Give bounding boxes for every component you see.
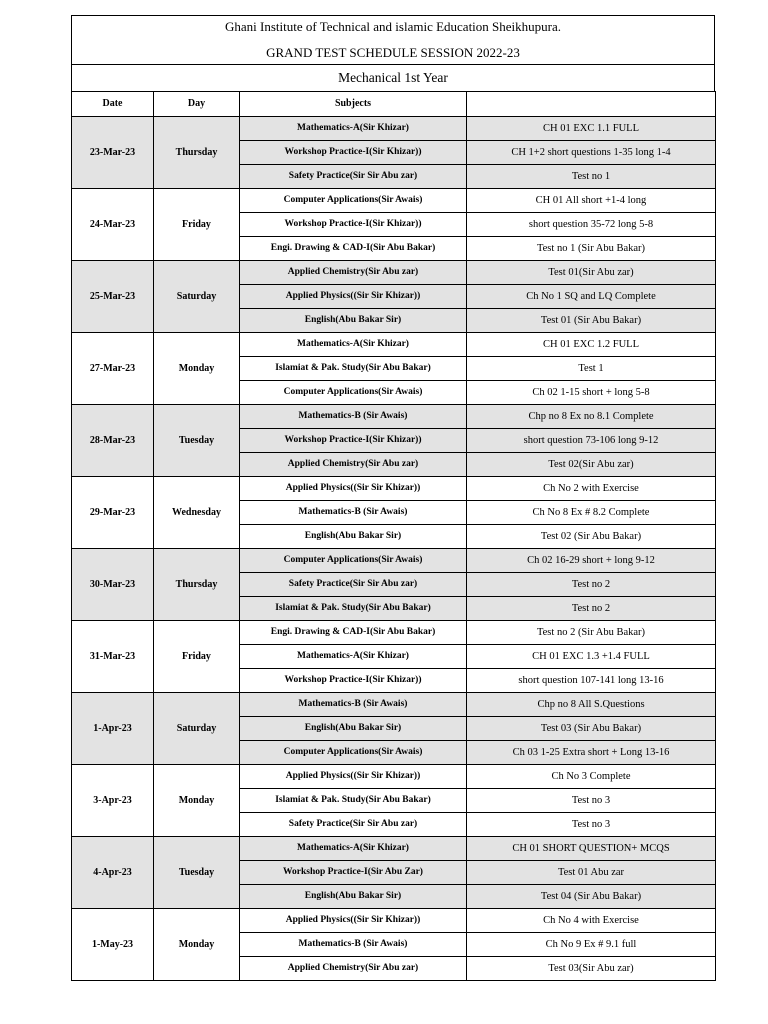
topic-cell: CH 01 SHORT QUESTION+ MCQS bbox=[467, 836, 716, 860]
schedule-document bbox=[71, 15, 715, 981]
subject-cell: Computer Applications(Sir Awais) bbox=[240, 188, 467, 212]
topic-cell: Test 02(Sir Abu zar) bbox=[467, 452, 716, 476]
subject-cell: Applied Chemistry(Sir Abu zar) bbox=[240, 956, 467, 980]
subject-cell: Engi. Drawing & CAD-I(Sir Abu Bakar) bbox=[240, 620, 467, 644]
table-row bbox=[72, 836, 716, 860]
topic-cell: Ch 02 1-15 short + long 5-8 bbox=[467, 380, 716, 404]
schedule-table bbox=[71, 91, 716, 981]
subject-cell: Applied Chemistry(Sir Abu zar) bbox=[240, 452, 467, 476]
topic-cell: Test no 1 (Sir Abu Bakar) bbox=[467, 236, 716, 260]
subject-cell: English(Abu Bakar Sir) bbox=[240, 308, 467, 332]
subject-cell: Applied Physics((Sir Sir Khizar)) bbox=[240, 764, 467, 788]
subject-cell: Islamiat & Pak. Study(Sir Abu Bakar) bbox=[240, 596, 467, 620]
topic-cell: Test 03(Sir Abu zar) bbox=[467, 956, 716, 980]
subject-cell: Mathematics-A(Sir Khizar) bbox=[240, 644, 467, 668]
subjects-column-header: Subjects bbox=[240, 91, 467, 116]
schedule-title: GRAND TEST SCHEDULE SESSION 2022-23 bbox=[266, 45, 520, 60]
table-row bbox=[72, 260, 716, 284]
topic-column-header bbox=[467, 91, 716, 116]
subject-cell: Mathematics-A(Sir Khizar) bbox=[240, 836, 467, 860]
subject-cell: Mathematics-A(Sir Khizar) bbox=[240, 116, 467, 140]
topic-cell: short question 73-106 long 9-12 bbox=[467, 428, 716, 452]
day-cell: Monday bbox=[154, 908, 240, 980]
date-cell: 30-Mar-23 bbox=[72, 548, 154, 620]
topic-cell: short question 35-72 long 5-8 bbox=[467, 212, 716, 236]
topic-cell: Test no 2 bbox=[467, 596, 716, 620]
topic-cell: Ch No 8 Ex # 8.2 Complete bbox=[467, 500, 716, 524]
subject-cell: Workshop Practice-I(Sir Khizar)) bbox=[240, 140, 467, 164]
topic-cell: Test no 1 bbox=[467, 164, 716, 188]
subject-cell: Workshop Practice-I(Sir Khizar)) bbox=[240, 212, 467, 236]
topic-cell: CH 1+2 short questions 1-35 long 1-4 bbox=[467, 140, 716, 164]
topic-cell: CH 01 All short +1-4 long bbox=[467, 188, 716, 212]
day-cell: Tuesday bbox=[154, 836, 240, 908]
topic-cell: Ch No 9 Ex # 9.1 full bbox=[467, 932, 716, 956]
subject-cell: Applied Chemistry(Sir Abu zar) bbox=[240, 260, 467, 284]
subject-cell: Mathematics-B (Sir Awais) bbox=[240, 932, 467, 956]
topic-cell: Ch No 1 SQ and LQ Complete bbox=[467, 284, 716, 308]
day-cell: Tuesday bbox=[154, 404, 240, 476]
subject-cell: Mathematics-A(Sir Khizar) bbox=[240, 332, 467, 356]
topic-cell: short question 107-141 long 13-16 bbox=[467, 668, 716, 692]
subject-cell: Islamiat & Pak. Study(Sir Abu Bakar) bbox=[240, 356, 467, 380]
table-row bbox=[72, 116, 716, 140]
subject-cell: Mathematics-B (Sir Awais) bbox=[240, 404, 467, 428]
date-cell: 4-Apr-23 bbox=[72, 836, 154, 908]
table-row bbox=[72, 332, 716, 356]
topic-cell: Test 03 (Sir Abu Bakar) bbox=[467, 716, 716, 740]
day-cell: Saturday bbox=[154, 692, 240, 764]
topic-cell: Ch 03 1-25 Extra short + Long 13-16 bbox=[467, 740, 716, 764]
table-header-row bbox=[72, 91, 716, 116]
day-cell: Friday bbox=[154, 620, 240, 692]
subject-cell: English(Abu Bakar Sir) bbox=[240, 524, 467, 548]
schedule-body bbox=[72, 116, 716, 980]
subject-cell: Safety Practice(Sir Sir Abu zar) bbox=[240, 812, 467, 836]
date-cell: 3-Apr-23 bbox=[72, 764, 154, 836]
table-row bbox=[72, 908, 716, 932]
subject-cell: Workshop Practice-I(Sir Khizar)) bbox=[240, 668, 467, 692]
topic-cell: CH 01 EXC 1.2 FULL bbox=[467, 332, 716, 356]
day-cell: Monday bbox=[154, 332, 240, 404]
subject-cell: Applied Physics((Sir Sir Khizar)) bbox=[240, 284, 467, 308]
topic-cell: Test 01 Abu zar bbox=[467, 860, 716, 884]
table-row bbox=[72, 476, 716, 500]
table-row bbox=[72, 692, 716, 716]
subject-cell: Applied Physics((Sir Sir Khizar)) bbox=[240, 908, 467, 932]
subject-cell: English(Abu Bakar Sir) bbox=[240, 884, 467, 908]
date-cell: 31-Mar-23 bbox=[72, 620, 154, 692]
subject-cell: Mathematics-B (Sir Awais) bbox=[240, 500, 467, 524]
table-row bbox=[72, 764, 716, 788]
topic-cell: Test 1 bbox=[467, 356, 716, 380]
date-cell: 25-Mar-23 bbox=[72, 260, 154, 332]
day-cell: Thursday bbox=[154, 548, 240, 620]
day-cell: Wednesday bbox=[154, 476, 240, 548]
day-column-header: Day bbox=[154, 91, 240, 116]
subject-cell: English(Abu Bakar Sir) bbox=[240, 716, 467, 740]
topic-cell: Test 01 (Sir Abu Bakar) bbox=[467, 308, 716, 332]
date-cell: 29-Mar-23 bbox=[72, 476, 154, 548]
topic-cell: Test no 3 bbox=[467, 788, 716, 812]
institute-title: Ghani Institute of Technical and islamic Education Sheikhupura. bbox=[224, 19, 562, 34]
day-cell: Saturday bbox=[154, 260, 240, 332]
topic-cell: Ch No 2 with Exercise bbox=[467, 476, 716, 500]
subject-cell: Workshop Practice-I(Sir Abu Zar) bbox=[240, 860, 467, 884]
topic-cell: Test 02 (Sir Abu Bakar) bbox=[467, 524, 716, 548]
date-cell: 24-Mar-23 bbox=[72, 188, 154, 260]
date-cell: 23-Mar-23 bbox=[72, 116, 154, 188]
topic-cell: Chp no 8 Ex no 8.1 Complete bbox=[467, 404, 716, 428]
subject-cell: Engi. Drawing & CAD-I(Sir Abu Bakar) bbox=[240, 236, 467, 260]
topic-cell: Test no 3 bbox=[467, 812, 716, 836]
program-title: Mechanical 1st Year bbox=[71, 64, 715, 92]
subject-cell: Applied Physics((Sir Sir Khizar)) bbox=[240, 476, 467, 500]
topic-cell: Test no 2 bbox=[467, 572, 716, 596]
topic-cell: Chp no 8 All S.Questions bbox=[467, 692, 716, 716]
day-cell: Thursday bbox=[154, 116, 240, 188]
topic-cell: Ch 02 16-29 short + long 9-12 bbox=[467, 548, 716, 572]
date-cell: 28-Mar-23 bbox=[72, 404, 154, 476]
date-cell: 1-Apr-23 bbox=[72, 692, 154, 764]
date-cell: 27-Mar-23 bbox=[72, 332, 154, 404]
subject-cell: Safety Practice(Sir Sir Abu zar) bbox=[240, 164, 467, 188]
table-row bbox=[72, 620, 716, 644]
subject-cell: Safety Practice(Sir Sir Abu zar) bbox=[240, 572, 467, 596]
subject-cell: Workshop Practice-I(Sir Khizar)) bbox=[240, 428, 467, 452]
topic-cell: Test 01(Sir Abu zar) bbox=[467, 260, 716, 284]
document-header bbox=[71, 15, 715, 64]
subject-cell: Computer Applications(Sir Awais) bbox=[240, 548, 467, 572]
topic-cell: Test no 2 (Sir Abu Bakar) bbox=[467, 620, 716, 644]
subject-cell: Islamiat & Pak. Study(Sir Abu Bakar) bbox=[240, 788, 467, 812]
topic-cell: CH 01 EXC 1.1 FULL bbox=[467, 116, 716, 140]
topic-cell: Ch No 4 with Exercise bbox=[467, 908, 716, 932]
table-row bbox=[72, 404, 716, 428]
date-column-header: Date bbox=[72, 91, 154, 116]
subject-cell: Mathematics-B (Sir Awais) bbox=[240, 692, 467, 716]
topic-cell: Ch No 3 Complete bbox=[467, 764, 716, 788]
topic-cell: CH 01 EXC 1.3 +1.4 FULL bbox=[467, 644, 716, 668]
day-cell: Friday bbox=[154, 188, 240, 260]
topic-cell: Test 04 (Sir Abu Bakar) bbox=[467, 884, 716, 908]
table-row bbox=[72, 548, 716, 572]
day-cell: Monday bbox=[154, 764, 240, 836]
subject-cell: Computer Applications(Sir Awais) bbox=[240, 380, 467, 404]
subject-cell: Computer Applications(Sir Awais) bbox=[240, 740, 467, 764]
date-cell: 1-May-23 bbox=[72, 908, 154, 980]
table-row bbox=[72, 188, 716, 212]
